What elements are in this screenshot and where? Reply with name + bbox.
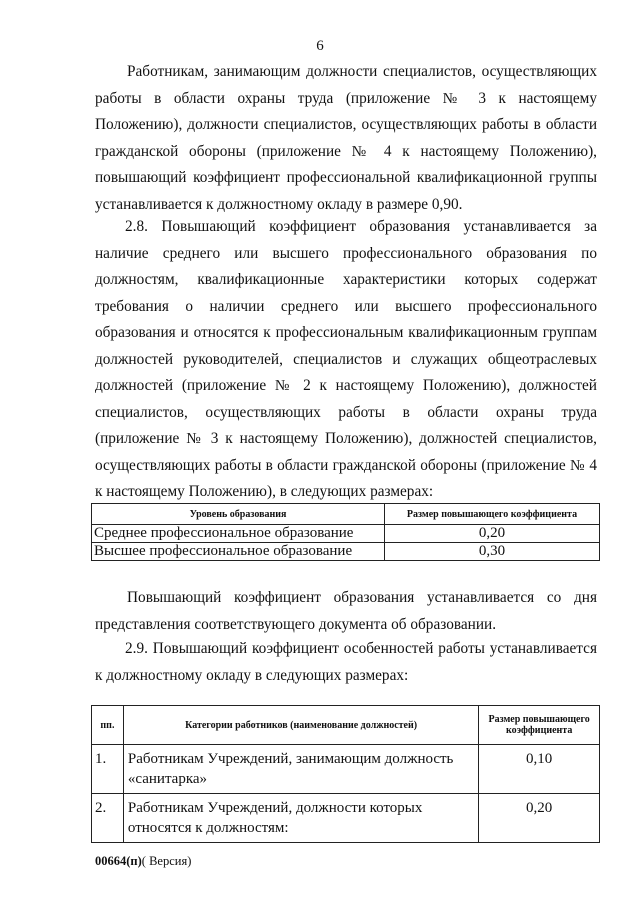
coefficient-cell: 0,30	[385, 543, 600, 561]
page-number: 6	[316, 38, 324, 54]
table-row	[92, 794, 600, 843]
table-row	[92, 543, 600, 561]
paragraph-specialists	[95, 59, 597, 218]
education-coefficient-table	[91, 503, 600, 561]
coefficient-cell: 0,20	[479, 794, 600, 843]
column-header: Размер повышающего коэффициента	[479, 706, 600, 745]
paragraph-education-start	[95, 585, 597, 638]
column-header: пп.	[92, 706, 124, 745]
work-features-coefficient-table	[91, 705, 600, 843]
paragraph-2-9	[95, 636, 597, 689]
paragraph-text: 2.9. Повышающий коэффициент особенностей работы устанавливается к должностному окладу в следующих размерах:	[95, 640, 597, 684]
table-header-row	[92, 504, 600, 525]
row-number-cell: 1.	[92, 745, 124, 794]
coefficient-cell: 0,20	[385, 525, 600, 543]
column-header: Размер повышающего коэффициента	[385, 504, 600, 525]
table-header-row	[92, 706, 600, 745]
column-header: Категории работников (наименование должностей)	[123, 706, 478, 745]
category-cell: Работникам Учреждений, должности которых относятся к должностям:	[123, 794, 478, 843]
column-header: Уровень образования	[92, 504, 385, 525]
education-level-cell: Высшее профессиональное образование	[92, 543, 385, 561]
paragraph-text: Работникам, занимающим должности специалистов, осуществляющих работы в области охраны труда (приложение № 3 к настоящему Положению), должности специалистов, осуществляющих работы в области гражданской обороны (приложение № 4 к настоящему Положению), повышающий коэффициент профессиональной квалификационной группы устанавливается к должностному окладу в размере 0,90.	[95, 63, 597, 213]
table-row	[92, 525, 600, 543]
table-row	[92, 745, 600, 794]
document-code: 00664(п)	[95, 854, 142, 868]
coefficient-cell: 0,10	[479, 745, 600, 794]
education-level-cell: Среднее профессиональное образование	[92, 525, 385, 543]
document-version: ( Версия)	[141, 854, 192, 868]
paragraph-text: Повышающий коэффициент образования устанавливается со дня представления соответствующего документа об образовании.	[95, 589, 597, 633]
category-cell: Работникам Учреждений, занимающим должность «санитарка»	[123, 745, 478, 794]
document-footer	[95, 854, 191, 869]
paragraph-text: 2.8. Повышающий коэффициент образования устанавливается за наличие среднего или высшего профессионального образования по должностям, квалификационные характеристики которых содержат требования о наличии среднего или высшего профессионального образования и относятся к профессиональным квалификационным группам должностей руководителей, специалистов и служащих общеотраслевых должностей (приложение № 2 к настоящему Положению), должностей специалистов, осуществляющих работы в области охраны труда (приложение № 3 к настоящему Положению), должностей специалистов, осуществляющих работы в области гражданской обороны (приложение № 4 к настоящему Положению), в следующих размерах:	[95, 218, 597, 500]
paragraph-2-8	[95, 214, 597, 506]
row-number-cell: 2.	[92, 794, 124, 843]
